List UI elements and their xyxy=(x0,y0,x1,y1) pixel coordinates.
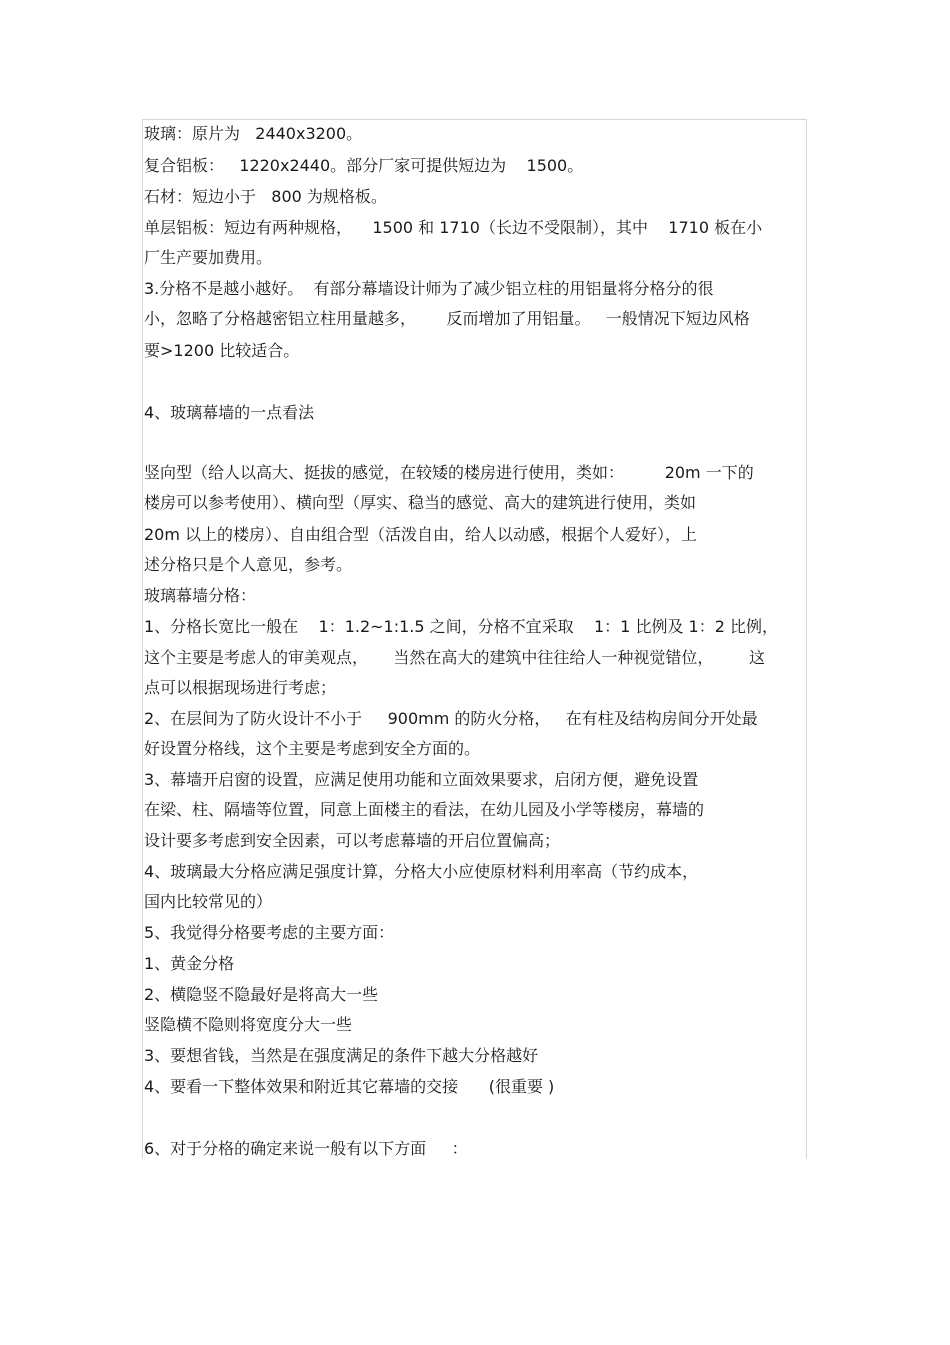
text-line-single-aluminum: 单层铝板：短边有两种规格， 1500 和 1710（长边不受限制），其中 1710 板在小 xyxy=(144,218,763,237)
sublist-item-3: 3、要想省钱，当然是在强度满足的条件下越大分格越好 xyxy=(144,1046,539,1065)
list-item-2: 2、在层间为了防火设计不小于 900mm 的防火分格， 在有柱及结构房间分开处最 xyxy=(144,709,758,728)
text-line-point-3-cont-2: 要>1200 比较适合。 xyxy=(144,341,300,360)
list-item-1: 1、分格长宽比一般在 1：1.2~1:1.5 之间，分格不宜采取 1：1 比例及 1：2 比例， xyxy=(144,617,778,636)
text-line-composite-aluminum: 复合铝板： 1220x2440。部分厂家可提供短边为 1500。 xyxy=(144,156,584,175)
list-item-2-cont: 好设置分格线，这个主要是考虑到安全方面的。 xyxy=(144,739,481,758)
text-line-point-3-cont-1: 小，忽略了分格越密铝立柱用量越多， 反而增加了用铝量。 一般情况下短边风格 xyxy=(144,309,750,328)
subheading-glass-curtain-division: 玻璃幕墙分格： xyxy=(144,586,257,605)
sublist-item-2-cont: 竖隐横不隐则将宽度分大一些 xyxy=(144,1015,353,1034)
sublist-item-1: 1、黄金分格 xyxy=(144,954,235,973)
list-item-3-cont-1: 在梁、柱、隔墙等位置，同意上面楼主的看法，在幼儿园及小学等楼房，幕墙的 xyxy=(144,800,705,819)
text-line-vertical-type-cont-1: 楼房可以参考使用）、横向型（厚实、稳当的感觉、高大的建筑进行使用，类如 xyxy=(144,493,697,512)
list-item-6: 6、对于分格的确定来说一般有以下方面 ： xyxy=(144,1139,468,1158)
text-line-vertical-type-cont-2: 20m 以上的楼房）、自由组合型（活泼自由，给人以动感，根据个人爱好），上 xyxy=(144,525,698,544)
list-item-1-cont-2: 点可以根据现场进行考虑； xyxy=(144,678,337,697)
text-line-point-3: 3.分格不是越小越好。 有部分幕墙设计师为了减少铝立柱的用铝量将分格分的很 xyxy=(144,279,714,298)
text-line-stone: 石材：短边小于 800 为规格板。 xyxy=(144,187,387,206)
list-item-4-cont: 国内比较常见的） xyxy=(144,892,273,911)
sublist-item-2: 2、横隐竖不隐最好是将高大一些 xyxy=(144,985,379,1004)
text-line-glass: 玻璃：原片为 2440x3200。 xyxy=(144,124,363,143)
text-line-vertical-type-cont-3: 述分格只是个人意见，参考。 xyxy=(144,555,353,574)
section-heading-4: 4、玻璃幕墙的一点看法 xyxy=(144,403,315,422)
text-line-single-aluminum-cont: 厂生产要加费用。 xyxy=(144,248,273,267)
list-item-3: 3、幕墙开启窗的设置，应满足使用功能和立面效果要求，启闭方便，避免设置 xyxy=(144,770,699,789)
list-item-1-cont-1: 这个主要是考虑人的审美观点， 当然在高大的建筑中往往给人一种视觉错位， 这 xyxy=(144,648,766,667)
list-item-5: 5、我觉得分格要考虑的主要方面： xyxy=(144,923,395,942)
text-line-vertical-type: 竖向型（给人以高大、挺拔的感觉，在较矮的楼房进行使用，类如： 20m 一下的 xyxy=(144,463,754,482)
list-item-4: 4、玻璃最大分格应满足强度计算，分格大小应使原材料利用率高（节约成本， xyxy=(144,862,699,881)
list-item-3-cont-2: 设计要多考虑到安全因素，可以考虑幕墙的开启位置偏高； xyxy=(144,831,561,850)
sublist-item-4: 4、要看一下整体效果和附近其它幕墙的交接 (很重要 ) xyxy=(144,1077,555,1096)
